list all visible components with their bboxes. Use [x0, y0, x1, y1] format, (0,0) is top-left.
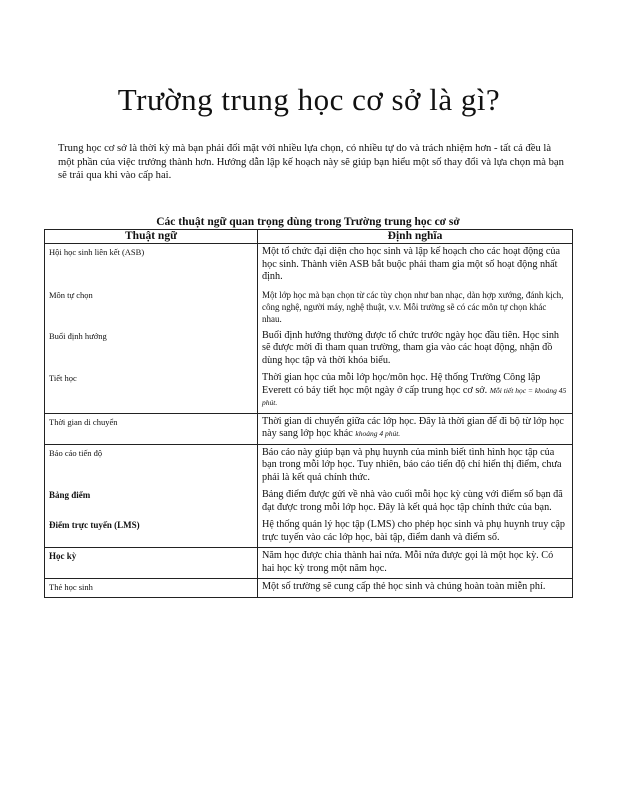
term-cell: Thời gian di chuyển — [45, 413, 258, 444]
term-cell: Môn tự chọn — [45, 287, 258, 328]
definition-cell — [258, 370, 573, 413]
table-row — [45, 244, 573, 287]
definition-note: khoảng 4 phút. — [355, 429, 401, 438]
definition-cell: Năm học được chia thành hai nửa. Mỗi nửa được gọi là một học kỳ. Có hai học kỳ trong một năm học. — [258, 548, 573, 579]
definition-cell: Một số trường sẽ cung cấp thẻ học sinh và chúng hoàn toàn miễn phí. — [258, 579, 573, 598]
terms-table — [44, 229, 573, 598]
definition-cell: Một lớp học mà bạn chọn từ các tùy chọn như ban nhạc, dàn hợp xướng, đánh kịch, công nghệ, người máy, nghệ thuật, v.v. Mỗi trường sẽ có các môn tự chọn khác nhau. — [258, 287, 573, 328]
definition-cell: Một tổ chức đại diện cho học sinh và lập kế hoạch cho các hoạt động của học sinh. Thành viên ASB bắt buộc phải tham gia một số hoạt động nhất định. — [258, 244, 573, 287]
term-cell: Báo cáo tiến độ — [45, 444, 258, 487]
definition-cell: Buổi định hướng thường được tổ chức trước ngày học đầu tiên. Học sinh sẽ được mời đi tham quan trường, tham gia vào các hoạt động, nhận đồ dùng học tập và thời khóa biểu. — [258, 328, 573, 371]
table-row — [45, 370, 573, 413]
table-row — [45, 413, 573, 444]
table-row — [45, 287, 573, 328]
definition-note: Mỗi tiết học = khoảng 45 phút. — [262, 385, 567, 407]
term-cell: Điểm trực tuyến (LMS) — [45, 517, 258, 548]
page-title: Trường trung học cơ sở là gì? — [117, 82, 501, 117]
definition-cell: Báo cáo này giúp bạn và phụ huynh của mình biết tình hình học tập của bạn trong mỗi lớp học. Tuy nhiên, báo cáo tiến độ chỉ hiển thị điểm, chưa phải là kết quả chính thức. — [258, 444, 573, 487]
definition-cell: Hệ thống quản lý học tập (LMS) cho phép học sinh và phụ huynh truy cập trực tuyến vào các lớp học, bài tập, điểm danh và điểm số. — [258, 517, 573, 548]
table-row — [45, 548, 573, 579]
header-term: Thuật ngữ — [45, 230, 258, 244]
intro-paragraph: Trung học cơ sở là thời kỳ mà bạn phải đối mặt với nhiều lựa chọn, có nhiều tự do và trách nhiệm hơn - tất cả đều là một phần của việc trưởng thành hơn. Hướng dẫn lập kế hoạch này sẽ giúp bạn hiểu một số thay đổi và lựa chọn mà bạn sẽ trải qua khi vào cấp hai. — [58, 143, 564, 181]
table-row — [45, 444, 573, 487]
table-caption: Các thuật ngữ quan trọng dùng trong Trường trung học cơ sở — [156, 216, 460, 228]
definition-text: Thời gian học của mỗi lớp học/môn học. Hệ thống Trường Công lập Everett có bảy tiết học một ngày ở cấp trung học cơ sở. — [262, 372, 541, 396]
table-row — [45, 579, 573, 598]
term-cell: Tiết học — [45, 370, 258, 413]
header-definition: Định nghĩa — [258, 230, 573, 244]
term-cell: Bảng điểm — [45, 487, 258, 517]
definition-text: Thời gian di chuyển giữa các lớp học. Đây là thời gian để đi bộ từ lớp học này sang lớp học khác — [262, 415, 564, 439]
definition-cell: Bảng điểm được gửi về nhà vào cuối mỗi học kỳ cùng với điểm số bạn đã đạt được trong mỗi lớp học. Đây là kết quả học tập chính thức của bạn. — [258, 487, 573, 517]
table-row — [45, 517, 573, 548]
table-row — [45, 487, 573, 517]
table-header-row — [45, 230, 573, 244]
term-cell: Học kỳ — [45, 548, 258, 579]
term-cell: Buổi định hướng — [45, 328, 258, 371]
term-cell: Thẻ học sinh — [45, 579, 258, 598]
definition-cell — [258, 413, 573, 444]
term-cell: Hội học sinh liên kết (ASB) — [45, 244, 258, 287]
table-row — [45, 328, 573, 371]
